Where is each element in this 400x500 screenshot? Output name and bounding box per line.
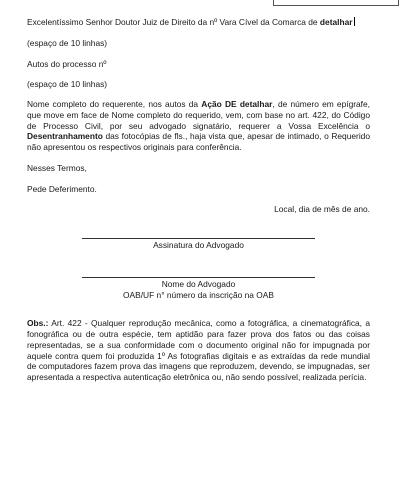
place-date: Local, dia de mês de ano. — [274, 204, 370, 215]
petition-text-3: das fotocópias de fls., haja vista que, apesar de intimado, o Requerido não apresentou os respectivos originais para conferência. — [27, 131, 370, 152]
signature-line-2 — [82, 277, 315, 278]
petition-text-2: , de número em epígrafe, que move em face de Nome completo do requerido, vem, com base no art. 422, do Código de Processo Civil, por seu advogado signatário, requerer a Vossa Excelência o — [27, 99, 370, 131]
petition-paragraph — [27, 99, 370, 153]
salutation-bold: detalhar — [319, 17, 353, 27]
process-reference: Autos do processo nº — [27, 58, 107, 69]
header-field-box — [273, 0, 399, 6]
document-body — [27, 17, 370, 383]
lawyer-oab: OAB/UF n° número da inscrição na OAB — [123, 289, 274, 300]
observation-label: Obs.: — [27, 318, 49, 329]
signature-label: Assinatura do Advogado — [153, 240, 244, 250]
salutation-text: Excelentíssimo Senhor Doutor Juiz de Direito da nº Vara Cível da Comarca de — [27, 17, 320, 27]
spacer-note-2: (espaço de 10 linhas) — [27, 79, 108, 90]
spacer-note-1: (espaço de 10 linhas) — [27, 37, 108, 48]
petition-text-1: Nome completo do requerente, nos autos da — [27, 99, 202, 109]
closing-terms: Nesses Termos, — [27, 162, 87, 173]
closing-request: Pede Deferimento. — [27, 183, 97, 194]
petition-bold-desentranhamento: Desentranhamento — [27, 131, 103, 142]
text-cursor — [354, 17, 355, 26]
signature-line-1 — [82, 238, 315, 239]
salutation — [27, 17, 370, 28]
lawyer-name: Nome do Advogado — [161, 278, 236, 289]
observation-note — [27, 318, 370, 383]
petition-bold-action: Ação DE detalhar — [201, 99, 273, 109]
observation-text: Art. 422 - Qualquer reprodução mecânica, como a fotográfica, a cinematográfica, a fonográfica ou de outra espécie, tem aptidão para fazer prova dos fatos ou das coisas representadas, se a sua conformidade com o documento original não for impugnada por aquele contra quem foi produzida 1º As fotografias digitais e as extraídas da rede mundial de computadores fazem prova das imagens que reproduzem, devendo, se impugnadas, ser apresentada a respectiva autenticação eletrônica ou, não sendo possível, realizada perícia. — [27, 318, 370, 382]
